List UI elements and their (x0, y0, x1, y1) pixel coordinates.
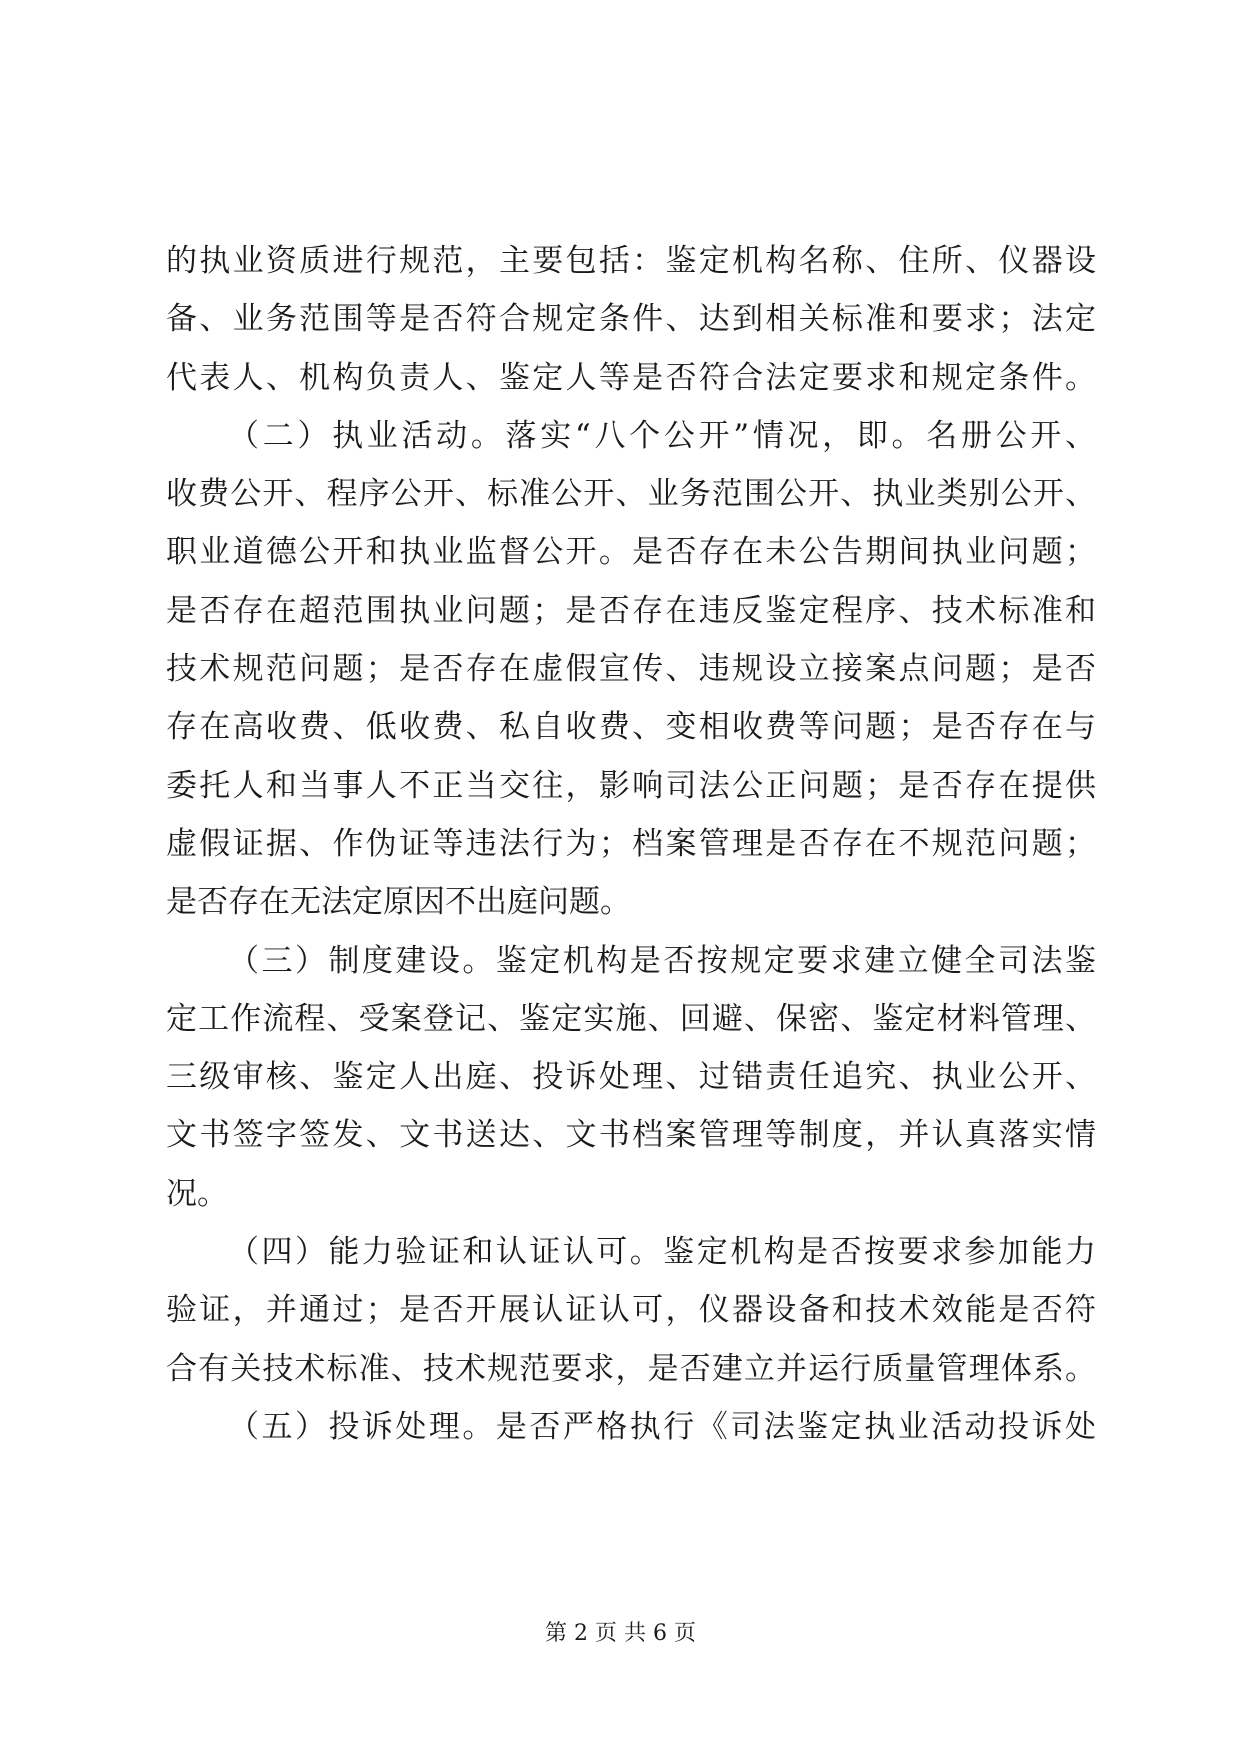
text-line: （三）制度建设。鉴定机构是否按规定要求建立健全司法鉴 (228, 942, 1096, 979)
text-line: 虚假证据、作伪证等违法行为；档案管理是否存在不规范问题； (166, 825, 1096, 862)
document-body (166, 232, 1096, 1456)
text-line: 况。 (166, 1175, 228, 1212)
text-line: 存在高收费、低收费、私自收费、变相收费等问题；是否存在与 (166, 709, 1096, 746)
text-line: 定工作流程、受案登记、鉴定实施、回避、保密、鉴定材料管理、 (166, 1000, 1096, 1037)
text-line: 是否存在超范围执业问题；是否存在违反鉴定程序、技术标准和 (166, 592, 1096, 629)
text-line: 文书签字签发、文书送达、文书档案管理等制度，并认真落实情 (166, 1117, 1096, 1154)
text-line: 合有关技术标准、技术规范要求，是否建立并运行质量管理体系。 (166, 1350, 1096, 1387)
text-line: 备、业务范围等是否符合规定条件、达到相关标准和要求；法定 (166, 301, 1096, 338)
text-line: 代表人、机构负责人、鉴定人等是否符合法定要求和规定条件。 (166, 359, 1096, 396)
page-number-footer: 第 2 页 共 6 页 (545, 1621, 696, 1646)
text-line: 是否存在无法定原因不出庭问题。 (166, 884, 631, 921)
text-line: 技术规范问题；是否存在虚假宣传、违规设立接案点问题；是否 (166, 651, 1096, 688)
text-line: 验证，并通过；是否开展认证认可，仪器设备和技术效能是否符 (166, 1292, 1096, 1329)
text-line: 三级审核、鉴定人出庭、投诉处理、过错责任追究、执业公开、 (166, 1059, 1096, 1096)
text-line: 的执业资质进行规范，主要包括：鉴定机构名称、住所、仪器设 (166, 243, 1096, 279)
text-line: （五）投诉处理。是否严格执行《司法鉴定执业活动投诉处 (228, 1408, 1096, 1445)
text-line: 委托人和当事人不正当交往，影响司法公正问题；是否存在提供 (166, 767, 1096, 804)
text-line: 收费公开、程序公开、标准公开、业务范围公开、执业类别公开、 (166, 476, 1096, 513)
text-line: 职业道德公开和执业监督公开。是否存在未公告期间执业问题； (166, 534, 1096, 571)
text-line: （四）能力验证和认证认可。鉴定机构是否按要求参加能力 (228, 1234, 1096, 1271)
text-line: （二）执业活动。落实“八个公开”情况，即。名册公开、 (228, 417, 1096, 454)
